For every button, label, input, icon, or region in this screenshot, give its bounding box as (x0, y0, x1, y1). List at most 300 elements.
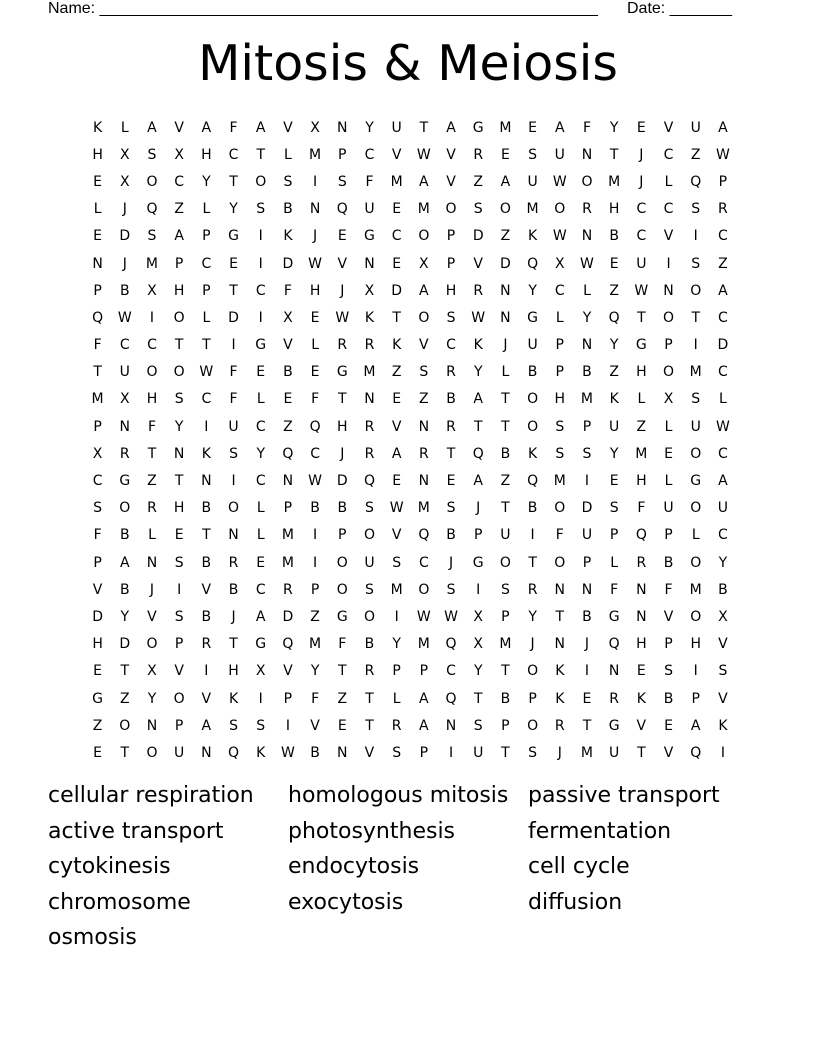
grid-letter: Q (336, 201, 348, 218)
grid-letter: U (228, 418, 239, 435)
grid-letter: I (530, 527, 535, 544)
grid-letter: J (557, 744, 562, 761)
grid-letter: H (636, 473, 647, 490)
grid-letter: F (311, 690, 320, 707)
grid-letter: M (580, 744, 594, 761)
grid-letter: C (255, 473, 266, 490)
grid-letter: N (92, 255, 103, 272)
grid-letter: E (446, 473, 456, 490)
grid-letter: T (446, 445, 456, 462)
grid-row (84, 386, 737, 413)
grid-letter: P (310, 581, 320, 598)
grid-letter: F (229, 119, 238, 136)
grid-letter: F (664, 581, 673, 598)
grid-letter: I (258, 690, 263, 707)
grid-letter: M (499, 636, 512, 653)
grid-letter: K (364, 309, 375, 326)
grid-letter: I (394, 608, 399, 625)
grid-letter: C (119, 337, 130, 354)
grid-letter: O (499, 201, 511, 218)
grid-letter: L (202, 309, 211, 326)
grid-letter: E (256, 554, 266, 571)
grid-letter: B (337, 500, 348, 517)
grid-letter: W (416, 608, 431, 625)
grid-row (84, 332, 737, 359)
grid-letter: S (691, 255, 701, 272)
grid-letter: T (338, 663, 347, 680)
grid-letter: V (201, 690, 212, 707)
grid-letter: O (554, 500, 566, 517)
grid-letter: A (473, 473, 483, 490)
grid-letter: W (308, 255, 323, 272)
grid-letter: D (119, 636, 131, 653)
grid-letter: E (392, 473, 402, 490)
grid-letter: L (256, 391, 265, 408)
grid-letter: D (92, 608, 103, 625)
grid-letter: Y (202, 173, 211, 190)
grid-letter: P (555, 337, 564, 354)
grid-letter: K (256, 744, 266, 761)
grid-letter: A (554, 119, 565, 136)
grid-letter: I (476, 581, 481, 598)
grid-letter: T (120, 663, 130, 680)
grid-letter: V (663, 228, 674, 245)
grid-letter: Z (283, 418, 293, 435)
grid-letter: A (419, 690, 429, 707)
grid-letter: U (364, 554, 375, 571)
grid-letter: O (690, 554, 702, 571)
grid-letter: Z (473, 173, 484, 190)
grid-letter: B (283, 364, 293, 381)
grid-letter: S (174, 554, 184, 571)
grid-letter: U (636, 255, 647, 272)
grid-letter: G (336, 364, 348, 381)
grid-letter: O (690, 500, 702, 517)
grid-letter: X (147, 663, 157, 680)
grid-letter: J (149, 581, 155, 598)
grid-letter: S (500, 581, 510, 598)
grid-letter: X (554, 255, 565, 272)
grid-letter: B (663, 690, 674, 707)
grid-letter: N (636, 581, 647, 598)
grid-letter: M (363, 364, 376, 381)
grid-letter: K (93, 119, 103, 136)
grid-letter: Z (609, 282, 619, 299)
grid-letter: B (201, 500, 212, 517)
grid-letter: I (285, 717, 290, 734)
grid-letter: C (255, 581, 266, 598)
grid-letter: Y (473, 663, 483, 680)
grid-letter: T (637, 309, 646, 326)
grid-letter: N (663, 282, 674, 299)
grid-letter: P (473, 527, 483, 544)
grid-letter: A (419, 173, 429, 190)
grid-letter: R (119, 445, 130, 462)
grid-letter: D (391, 282, 403, 299)
grid-letter: G (119, 473, 131, 490)
grid-letter: T (473, 690, 483, 707)
grid-letter: V (446, 173, 456, 190)
grid-letter: U (473, 744, 484, 761)
grid-letter: G (255, 636, 267, 653)
grid-letter: Q (418, 527, 430, 544)
grid-letter: P (174, 255, 184, 272)
grid-letter: J (476, 500, 481, 517)
grid-row (84, 712, 737, 739)
word-list-item: osmosis (48, 925, 137, 950)
grid-letter: M (553, 473, 566, 490)
grid-letter: I (177, 581, 182, 598)
grid-letter: H (445, 282, 457, 299)
grid-letter: X (147, 282, 157, 299)
grid-letter: L (392, 690, 401, 707)
grid-letter: K (228, 690, 239, 707)
grid-letter: O (527, 717, 539, 734)
grid-letter: C (663, 201, 674, 218)
grid-letter: G (635, 337, 647, 354)
grid-letter: P (446, 228, 456, 245)
grid-letter: N (581, 337, 593, 354)
grid-letter: R (473, 282, 484, 299)
grid-letter: N (119, 418, 131, 435)
grid-letter: C (554, 282, 565, 299)
grid-letter: G (527, 309, 539, 326)
grid-letter: J (503, 337, 508, 354)
grid-letter: T (501, 663, 510, 680)
grid-letter: B (446, 391, 456, 408)
grid-letter: N (364, 255, 375, 272)
grid-letter: L (664, 473, 673, 490)
grid-letter: T (609, 146, 619, 163)
grid-letter: F (365, 173, 374, 190)
grid-letter: T (555, 608, 565, 625)
grid-letter: O (690, 282, 702, 299)
grid-letter: S (528, 146, 538, 163)
grid-letter: J (639, 173, 644, 190)
grid-letter: B (609, 228, 619, 245)
grid-letter: G (228, 228, 239, 245)
grid-letter: N (228, 527, 239, 544)
grid-letter: S (283, 173, 293, 190)
grid-letter: T (93, 364, 102, 381)
grid-letter: L (664, 173, 673, 190)
grid-letter: O (336, 554, 348, 571)
grid-letter: Z (500, 473, 511, 490)
grid-letter: P (528, 690, 537, 707)
grid-letter: J (530, 636, 535, 653)
grid-letter: H (554, 391, 566, 408)
grid-letter: A (174, 228, 184, 245)
grid-letter: T (501, 391, 510, 408)
grid-letter: M (145, 255, 159, 272)
grid-letter: S (473, 201, 483, 218)
grid-letter: D (282, 608, 294, 625)
grid-letter: Z (337, 690, 348, 707)
grid-letter: S (174, 608, 184, 625)
grid-letter: Q (690, 744, 702, 761)
grid-letter: P (174, 636, 184, 653)
grid-letter: S (555, 445, 565, 462)
grid-letter: Q (282, 636, 294, 653)
grid-letter: Y (582, 309, 592, 326)
grid-letter: O (146, 744, 158, 761)
grid-letter: Z (718, 255, 728, 272)
grid-letter: S (609, 500, 619, 517)
grid-letter: F (229, 364, 238, 381)
grid-letter: R (201, 636, 212, 653)
grid-letter: E (256, 364, 266, 381)
grid-letter: M (417, 201, 430, 218)
grid-letter: C (391, 228, 402, 245)
grid-letter: L (311, 337, 319, 354)
grid-letter: P (718, 173, 728, 190)
grid-row (84, 522, 737, 549)
grid-letter: B (364, 636, 375, 653)
grid-letter: Q (608, 309, 620, 326)
grid-letter: Z (500, 228, 511, 245)
word-list (48, 778, 768, 956)
grid-letter: I (149, 309, 155, 326)
grid-letter: R (228, 554, 239, 571)
grid-letter: M (580, 391, 594, 408)
grid-letter: S (365, 500, 374, 517)
word-search-grid (84, 114, 737, 767)
grid-letter: R (364, 337, 375, 354)
grid-letter: C (636, 228, 647, 245)
grid-letter: R (718, 201, 728, 218)
grid-letter: Y (473, 364, 483, 381)
grid-letter: L (555, 309, 564, 326)
grid-letter: V (473, 255, 483, 272)
grid-letter: A (255, 608, 266, 625)
grid-letter: S (392, 554, 402, 571)
grid-letter: C (446, 663, 456, 680)
grid-letter: G (472, 119, 484, 136)
grid-letter: B (527, 364, 538, 381)
grid-letter: G (92, 690, 104, 707)
grid-letter: V (391, 146, 402, 163)
grid-letter: R (364, 445, 375, 462)
grid-letter: B (500, 690, 511, 707)
grid-letter: N (581, 581, 593, 598)
grid-letter: D (472, 228, 484, 245)
grid-letter: O (663, 309, 675, 326)
grid-letter: L (256, 527, 265, 544)
grid-letter: S (691, 201, 701, 218)
grid-letter: M (417, 636, 430, 653)
grid-letter: L (120, 119, 129, 136)
grid-letter: P (419, 744, 429, 761)
grid-letter: R (446, 418, 456, 435)
grid-letter: O (255, 173, 267, 190)
grid-letter: J (639, 146, 644, 163)
grid-letter: A (690, 717, 701, 734)
grid-letter: E (93, 744, 103, 761)
grid-letter: B (500, 445, 511, 462)
grid-letter: G (690, 473, 702, 490)
grid-letter: E (337, 717, 347, 734)
grid-letter: Q (445, 636, 457, 653)
grid-letter: Q (527, 473, 539, 490)
grid-letter: N (554, 636, 566, 653)
grid-letter: O (499, 554, 511, 571)
grid-letter: D (336, 473, 348, 490)
grid-letter: F (610, 581, 619, 598)
grid-letter: C (310, 445, 320, 462)
grid-letter: X (119, 391, 130, 408)
grid-letter: O (418, 228, 430, 245)
grid-letter: E (283, 391, 293, 408)
grid-letter: P (664, 337, 673, 354)
grid-letter: L (501, 364, 510, 381)
grid-letter: W (444, 608, 458, 625)
grid-letter: T (528, 554, 537, 571)
grid-letter: U (717, 500, 729, 517)
grid-letter: M (390, 581, 403, 598)
grid-letter: H (92, 146, 103, 163)
grid-letter: T (229, 173, 238, 190)
grid-letter: A (201, 717, 212, 734)
word-list-item: cell cycle (528, 854, 630, 879)
grid-letter: V (337, 255, 348, 272)
grid-letter: H (337, 418, 348, 435)
grid-letter: F (93, 527, 102, 544)
grid-row (84, 631, 737, 658)
grid-letter: L (719, 391, 727, 408)
grid-letter: C (446, 337, 456, 354)
grid-letter: N (418, 418, 430, 435)
grid-letter: Y (256, 445, 265, 462)
grid-row (84, 168, 737, 195)
grid-letter: W (634, 282, 649, 299)
grid-letter: P (609, 527, 619, 544)
name-field-label: Name: ________________________________________________________ (48, 0, 598, 17)
grid-letter: O (445, 201, 457, 218)
grid-letter: P (582, 418, 592, 435)
grid-letter: P (174, 717, 184, 734)
grid-letter: M (526, 201, 539, 218)
grid-letter: Z (92, 717, 103, 734)
grid-letter: T (501, 418, 510, 435)
grid-letter: N (337, 744, 348, 761)
grid-letter: B (446, 527, 456, 544)
word-list-item: endocytosis (288, 854, 420, 879)
grid-letter: F (147, 418, 156, 435)
grid-row (84, 440, 737, 467)
grid-letter: S (446, 500, 456, 517)
grid-letter: G (255, 337, 267, 354)
grid-letter: L (691, 527, 700, 544)
grid-letter: W (715, 146, 730, 163)
grid-row (84, 549, 737, 576)
grid-letter: V (92, 581, 103, 598)
grid-letter: P (338, 146, 347, 163)
grid-letter: O (418, 581, 430, 598)
grid-letter: Q (228, 744, 240, 761)
grid-letter: U (609, 418, 620, 435)
grid-row (84, 304, 737, 331)
grid-letter: O (336, 581, 348, 598)
grid-letter: M (608, 173, 621, 190)
grid-letter: I (313, 554, 318, 571)
grid-letter: R (283, 581, 293, 598)
grid-letter: Z (609, 364, 619, 381)
grid-letter: S (147, 228, 157, 245)
grid-letter: M (417, 500, 430, 517)
grid-letter: E (93, 173, 103, 190)
grid-letter: H (228, 663, 239, 680)
grid-letter: J (313, 228, 318, 245)
grid-letter: X (663, 391, 674, 408)
grid-letter: O (527, 663, 539, 680)
grid-letter: Y (120, 608, 130, 625)
grid-letter: B (718, 581, 728, 598)
grid-letter: Y (718, 554, 728, 571)
grid-letter: V (364, 744, 375, 761)
grid-letter: V (391, 527, 402, 544)
grid-letter: T (174, 473, 184, 490)
grid-letter: H (173, 282, 185, 299)
grid-letter: N (201, 744, 212, 761)
grid-letter: E (310, 364, 320, 381)
grid-letter: S (555, 418, 565, 435)
grid-letter: E (392, 201, 402, 218)
grid-letter: T (691, 309, 700, 326)
grid-letter: X (119, 173, 130, 190)
grid-letter: U (174, 744, 185, 761)
grid-letter: V (283, 663, 293, 680)
grid-letter: I (204, 663, 209, 680)
grid-letter: V (419, 337, 429, 354)
grid-letter: T (501, 744, 510, 761)
grid-letter: N (445, 717, 457, 734)
grid-letter: V (174, 119, 184, 136)
grid-letter: L (610, 554, 619, 571)
grid-letter: D (228, 309, 239, 326)
grid-letter: K (718, 717, 728, 734)
grid-letter: E (93, 228, 103, 245)
grid-letter: W (552, 228, 567, 245)
grid-letter: C (718, 527, 728, 544)
grid-letter: R (636, 554, 647, 571)
grid-letter: R (473, 146, 484, 163)
grid-letter: S (147, 146, 157, 163)
grid-letter: V (174, 663, 184, 680)
grid-letter: J (122, 255, 127, 272)
grid-row (84, 413, 737, 440)
grid-letter: M (309, 636, 322, 653)
grid-letter: R (364, 663, 375, 680)
grid-letter: N (282, 473, 294, 490)
grid-letter: S (365, 581, 374, 598)
grid-letter: P (202, 282, 211, 299)
grid-letter: L (256, 500, 265, 517)
grid-letter: B (582, 364, 592, 381)
grid-letter: P (664, 636, 673, 653)
grid-letter: X (283, 309, 293, 326)
grid-letter: N (581, 146, 593, 163)
grid-letter: R (418, 445, 429, 462)
grid-letter: E (500, 146, 510, 163)
grid-letter: V (147, 608, 157, 625)
grid-letter: U (364, 201, 375, 218)
grid-letter: W (117, 309, 132, 326)
grid-letter: T (392, 309, 401, 326)
grid-letter: D (500, 255, 511, 272)
grid-letter: F (311, 391, 320, 408)
grid-letter: M (91, 391, 104, 408)
grid-letter: H (146, 391, 158, 408)
